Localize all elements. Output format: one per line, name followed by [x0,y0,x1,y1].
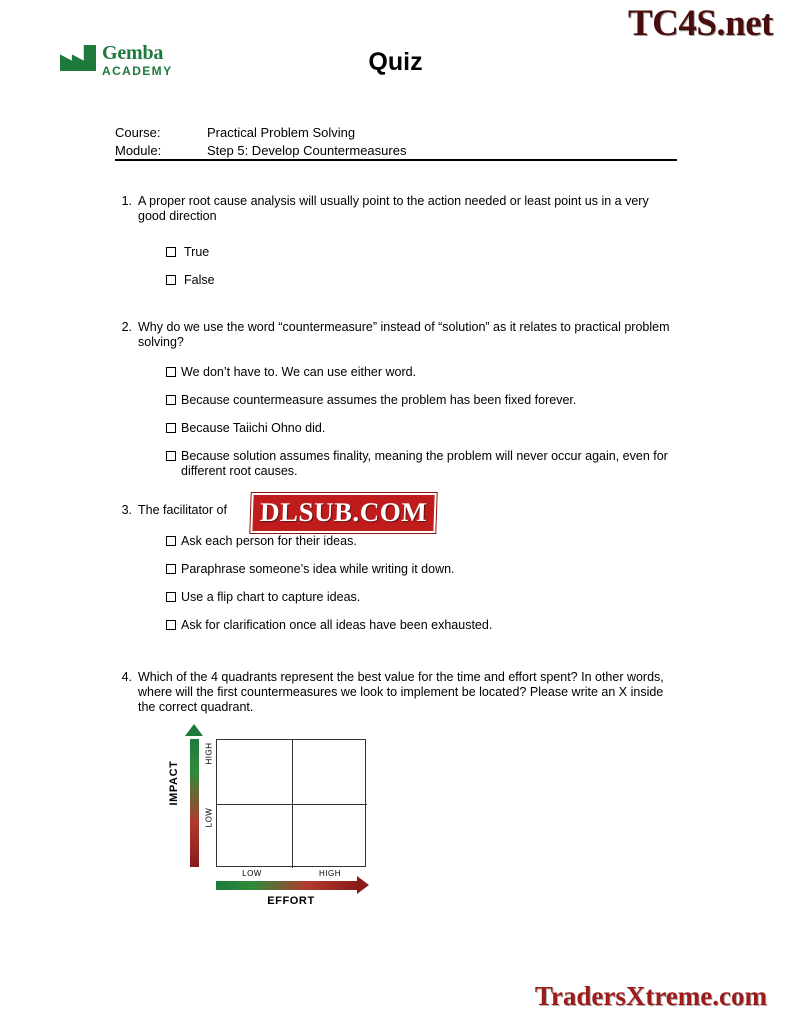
question-3-options [138,534,678,633]
watermark-center [250,493,437,533]
question-4-text: Which of the 4 quadrants represent the best value for the time and effort spent? In other words, where will the first countermeasures we look to implement be located? Please write an X inside the correct quadrant. [138,670,664,714]
option-item[interactable] [166,449,678,479]
matrix-y-low-tick: LOW [204,807,214,828]
option-item[interactable] [166,534,678,549]
checkbox-icon[interactable] [166,592,176,602]
option-label: Ask each person for their ideas. [181,534,357,548]
option-label: We don’t have to. We can use either word. [181,365,417,379]
module-value: Step 5: Develop Countermeasures [207,143,407,158]
checkbox-icon[interactable] [166,536,176,546]
checkbox-icon[interactable] [166,395,176,405]
question-2 [121,320,678,492]
checkbox-icon[interactable] [166,275,176,285]
question-2-options [138,365,678,479]
matrix-x-axis-label: EFFORT [267,895,315,907]
option-label: False [184,273,215,287]
option-item[interactable] [166,393,678,408]
page-title: Quiz [368,48,423,76]
option-item[interactable] [166,562,678,577]
question-4-number: 4. [121,670,132,684]
watermark-center-text: DLSUB.COM [259,497,428,527]
option-item[interactable] [166,365,678,380]
course-value: Practical Problem Solving [207,125,356,140]
checkbox-icon[interactable] [166,423,176,433]
question-2-text: Why do we use the word “countermeasure” instead of “solution” as it relates to practical problem solving? [138,320,670,349]
question-1-options [138,245,678,288]
matrix-x-high-tick: HIGH [319,869,341,878]
option-false[interactable] [166,273,678,288]
option-label: Ask for clarification once all ideas have been exhausted. [181,618,493,632]
question-3-text: The facilitator of [138,503,227,517]
course-row [115,124,675,142]
header-divider [115,159,677,161]
matrix-horizontal-divider [217,804,367,805]
option-label: Because countermeasure assumes the problem has been fixed forever. [181,393,577,407]
question-1-text: A proper root cause analysis will usually point to the action needed or least point us in a very good direction [138,194,649,223]
matrix-x-low-tick: LOW [242,869,262,878]
logo-secondary-text: ACADEMY [102,64,173,78]
course-label: Course: [115,125,161,140]
checkbox-icon[interactable] [166,620,176,630]
matrix-y-axis-label: IMPACT [168,760,180,806]
impact-effort-matrix [160,735,420,915]
option-label: True [184,245,210,259]
option-label: Because Taiichi Ohno did. [181,421,326,435]
checkbox-icon[interactable] [166,367,176,377]
option-label: Use a flip chart to capture ideas. [181,590,361,604]
question-4 [121,670,678,715]
option-label: Paraphrase someone’s idea while writing it down. [181,562,455,576]
question-2-number: 2. [121,320,132,334]
checkbox-icon[interactable] [166,564,176,574]
effort-axis-arrow [216,881,358,890]
option-item[interactable] [166,590,678,605]
effort-arrow-head-icon [357,876,369,894]
course-meta [115,124,675,160]
question-1 [121,194,678,301]
question-3-number: 3. [121,503,132,517]
option-label: Because solution assumes finality, meaning the problem will never occur again, even for different root causes. [181,449,668,478]
option-true[interactable] [166,245,678,260]
option-item[interactable] [166,421,678,436]
watermark-top-right: TC4S.net [627,3,773,44]
module-row [115,142,675,160]
matrix-y-high-tick: HIGH [204,742,214,765]
logo-primary-text: Gemba [102,42,164,64]
watermark-bottom-right: TradersXtreme.com [534,981,767,1011]
impact-axis-arrow [190,739,199,867]
checkbox-icon[interactable] [166,451,176,461]
module-label: Module: [115,143,162,158]
impact-arrow-head-icon [185,724,203,736]
question-1-number: 1. [121,194,132,208]
option-item[interactable] [166,618,678,633]
checkbox-icon[interactable] [166,247,176,257]
matrix-grid[interactable] [216,739,366,867]
